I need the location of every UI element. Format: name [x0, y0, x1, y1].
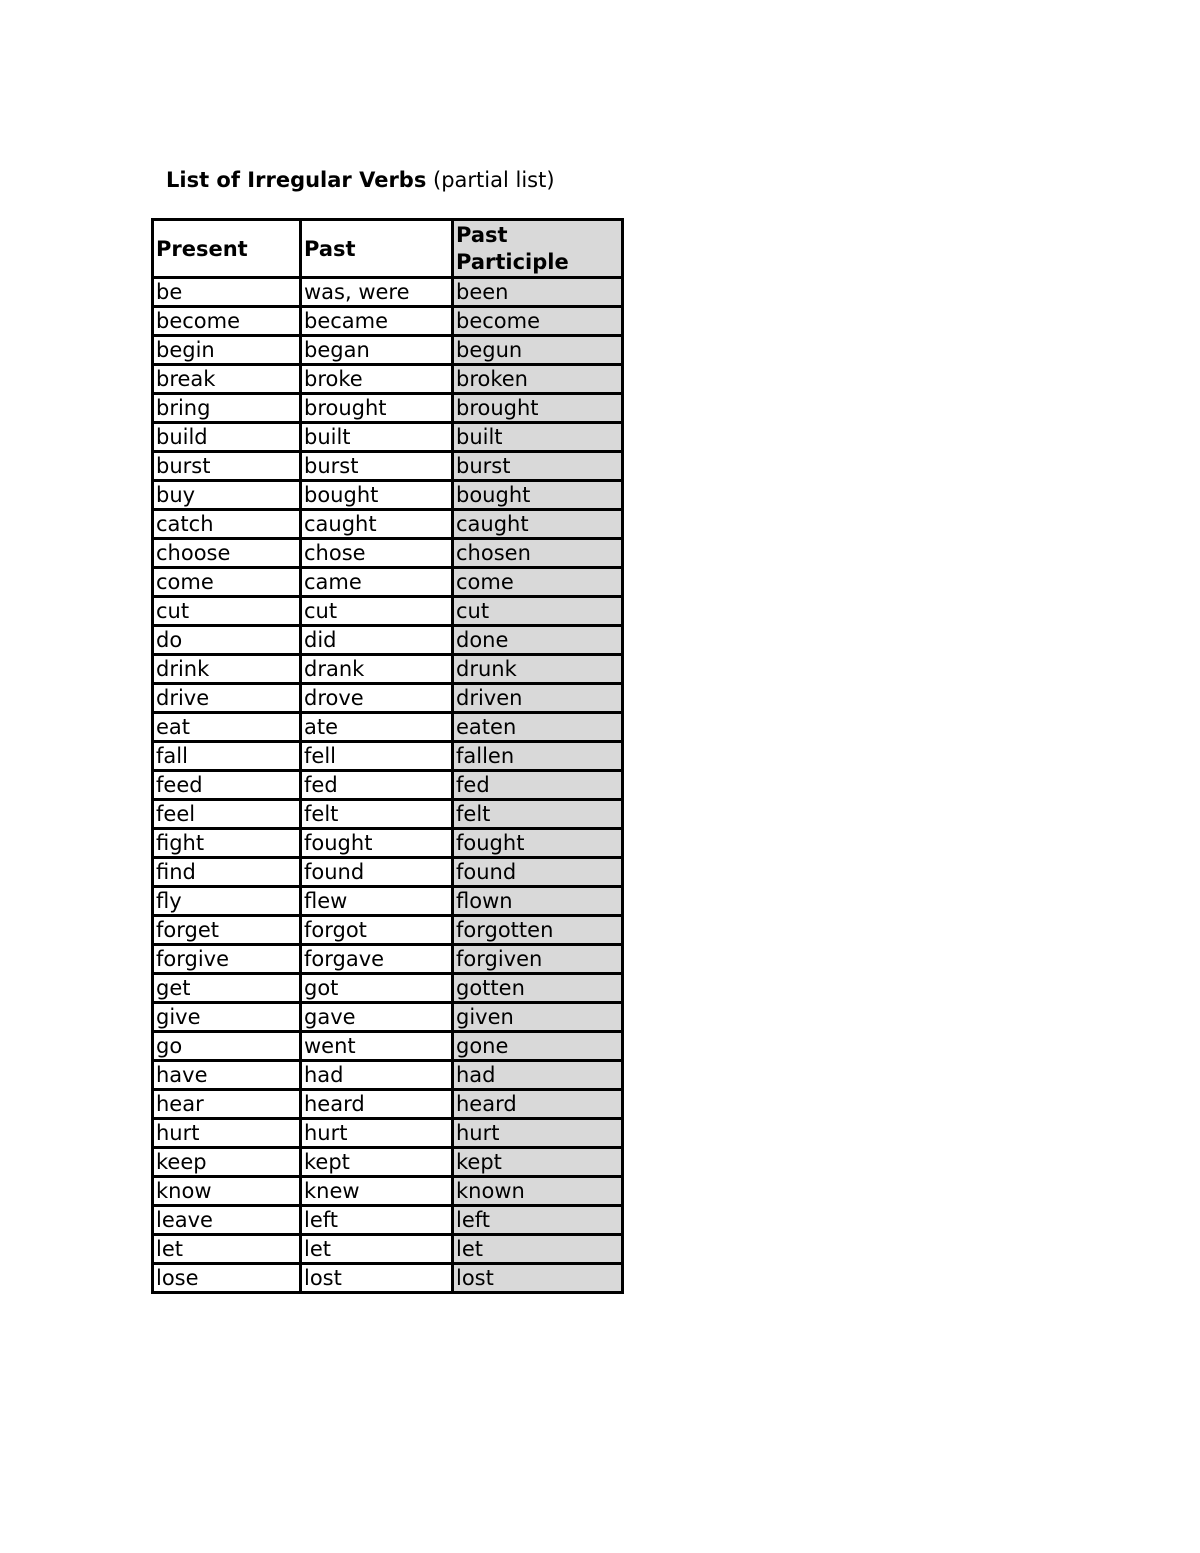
present-cell: cut	[153, 597, 301, 626]
table-row	[153, 858, 623, 887]
past-participle-cell: eaten	[453, 713, 623, 742]
table-row	[153, 307, 623, 336]
page-title	[166, 166, 555, 194]
past-cell: got	[301, 974, 453, 1003]
past-cell: left	[301, 1206, 453, 1235]
present-cell: become	[153, 307, 301, 336]
irregular-verbs-table	[151, 218, 624, 1294]
table-row	[153, 568, 623, 597]
present-cell: know	[153, 1177, 301, 1206]
table-row	[153, 510, 623, 539]
table-row	[153, 539, 623, 568]
past-participle-cell: kept	[453, 1148, 623, 1177]
table-row	[153, 597, 623, 626]
past-participle-cell: cut	[453, 597, 623, 626]
table-row	[153, 945, 623, 974]
present-cell: feed	[153, 771, 301, 800]
present-cell: drive	[153, 684, 301, 713]
present-cell: drink	[153, 655, 301, 684]
past-cell: flew	[301, 887, 453, 916]
present-cell: bring	[153, 394, 301, 423]
table-row	[153, 452, 623, 481]
table-row	[153, 916, 623, 945]
past-cell: fell	[301, 742, 453, 771]
past-cell: fed	[301, 771, 453, 800]
present-cell: give	[153, 1003, 301, 1032]
present-cell: eat	[153, 713, 301, 742]
present-cell: catch	[153, 510, 301, 539]
table-row	[153, 800, 623, 829]
present-cell: let	[153, 1235, 301, 1264]
table-row	[153, 365, 623, 394]
past-cell: hurt	[301, 1119, 453, 1148]
past-participle-cell: driven	[453, 684, 623, 713]
header-past: Past	[301, 220, 453, 278]
past-cell: fought	[301, 829, 453, 858]
table-row	[153, 771, 623, 800]
past-participle-cell: forgotten	[453, 916, 623, 945]
past-cell: came	[301, 568, 453, 597]
table-row	[153, 1264, 623, 1293]
past-participle-cell: left	[453, 1206, 623, 1235]
past-participle-cell: known	[453, 1177, 623, 1206]
past-participle-cell: given	[453, 1003, 623, 1032]
header-present: Present	[153, 220, 301, 278]
table-row	[153, 1003, 623, 1032]
past-participle-cell: brought	[453, 394, 623, 423]
past-participle-cell: come	[453, 568, 623, 597]
table-row	[153, 974, 623, 1003]
present-cell: leave	[153, 1206, 301, 1235]
past-cell: forgave	[301, 945, 453, 974]
table-row	[153, 829, 623, 858]
past-participle-cell: bought	[453, 481, 623, 510]
past-cell: let	[301, 1235, 453, 1264]
past-cell: had	[301, 1061, 453, 1090]
past-participle-cell: felt	[453, 800, 623, 829]
past-cell: kept	[301, 1148, 453, 1177]
present-cell: break	[153, 365, 301, 394]
past-cell: felt	[301, 800, 453, 829]
past-participle-cell: broken	[453, 365, 623, 394]
past-cell: became	[301, 307, 453, 336]
past-cell: chose	[301, 539, 453, 568]
past-participle-cell: had	[453, 1061, 623, 1090]
table-body	[153, 278, 623, 1293]
present-cell: fall	[153, 742, 301, 771]
past-participle-cell: fallen	[453, 742, 623, 771]
present-cell: keep	[153, 1148, 301, 1177]
past-participle-cell: fought	[453, 829, 623, 858]
past-participle-cell: burst	[453, 452, 623, 481]
past-cell: bought	[301, 481, 453, 510]
past-participle-cell: hurt	[453, 1119, 623, 1148]
table-row	[153, 1032, 623, 1061]
present-cell: hear	[153, 1090, 301, 1119]
past-cell: burst	[301, 452, 453, 481]
present-cell: fight	[153, 829, 301, 858]
present-cell: find	[153, 858, 301, 887]
past-cell: went	[301, 1032, 453, 1061]
past-participle-cell: drunk	[453, 655, 623, 684]
past-cell: drove	[301, 684, 453, 713]
past-cell: drank	[301, 655, 453, 684]
table-header-row	[153, 220, 623, 278]
past-participle-cell: chosen	[453, 539, 623, 568]
past-cell: ate	[301, 713, 453, 742]
table-row	[153, 626, 623, 655]
present-cell: feel	[153, 800, 301, 829]
past-cell: lost	[301, 1264, 453, 1293]
past-cell: cut	[301, 597, 453, 626]
past-participle-cell: begun	[453, 336, 623, 365]
past-participle-cell: found	[453, 858, 623, 887]
past-participle-cell: caught	[453, 510, 623, 539]
present-cell: have	[153, 1061, 301, 1090]
past-participle-cell: gone	[453, 1032, 623, 1061]
past-participle-cell: flown	[453, 887, 623, 916]
table-row	[153, 278, 623, 307]
past-cell: forgot	[301, 916, 453, 945]
header-past-participle: Past Participle	[453, 220, 623, 278]
table-row	[153, 713, 623, 742]
present-cell: lose	[153, 1264, 301, 1293]
present-cell: forget	[153, 916, 301, 945]
present-cell: do	[153, 626, 301, 655]
past-cell: was, were	[301, 278, 453, 307]
table-row	[153, 423, 623, 452]
past-participle-cell: let	[453, 1235, 623, 1264]
table-row	[153, 1090, 623, 1119]
past-cell: did	[301, 626, 453, 655]
title-qualifier: (partial list)	[433, 168, 555, 192]
table-row	[153, 481, 623, 510]
past-participle-cell: forgiven	[453, 945, 623, 974]
past-cell: began	[301, 336, 453, 365]
past-participle-cell: fed	[453, 771, 623, 800]
past-cell: gave	[301, 1003, 453, 1032]
table-row	[153, 655, 623, 684]
present-cell: begin	[153, 336, 301, 365]
past-cell: built	[301, 423, 453, 452]
present-cell: burst	[153, 452, 301, 481]
past-participle-cell: done	[453, 626, 623, 655]
title-main: List of Irregular Verbs	[166, 168, 427, 192]
table-row	[153, 684, 623, 713]
past-cell: heard	[301, 1090, 453, 1119]
past-participle-cell: become	[453, 307, 623, 336]
present-cell: hurt	[153, 1119, 301, 1148]
past-participle-cell: lost	[453, 1264, 623, 1293]
present-cell: get	[153, 974, 301, 1003]
table-row	[153, 1061, 623, 1090]
present-cell: fly	[153, 887, 301, 916]
present-cell: forgive	[153, 945, 301, 974]
past-participle-cell: built	[453, 423, 623, 452]
past-participle-cell: heard	[453, 1090, 623, 1119]
table-row	[153, 887, 623, 916]
past-cell: brought	[301, 394, 453, 423]
table-row	[153, 1206, 623, 1235]
present-cell: choose	[153, 539, 301, 568]
past-cell: found	[301, 858, 453, 887]
past-participle-cell: gotten	[453, 974, 623, 1003]
past-cell: knew	[301, 1177, 453, 1206]
present-cell: buy	[153, 481, 301, 510]
present-cell: go	[153, 1032, 301, 1061]
table-row	[153, 1148, 623, 1177]
table-row	[153, 1177, 623, 1206]
table-row	[153, 394, 623, 423]
present-cell: come	[153, 568, 301, 597]
table-row	[153, 1235, 623, 1264]
table-row	[153, 1119, 623, 1148]
present-cell: be	[153, 278, 301, 307]
past-cell: broke	[301, 365, 453, 394]
present-cell: build	[153, 423, 301, 452]
past-cell: caught	[301, 510, 453, 539]
table-row	[153, 742, 623, 771]
past-participle-cell: been	[453, 278, 623, 307]
table-row	[153, 336, 623, 365]
